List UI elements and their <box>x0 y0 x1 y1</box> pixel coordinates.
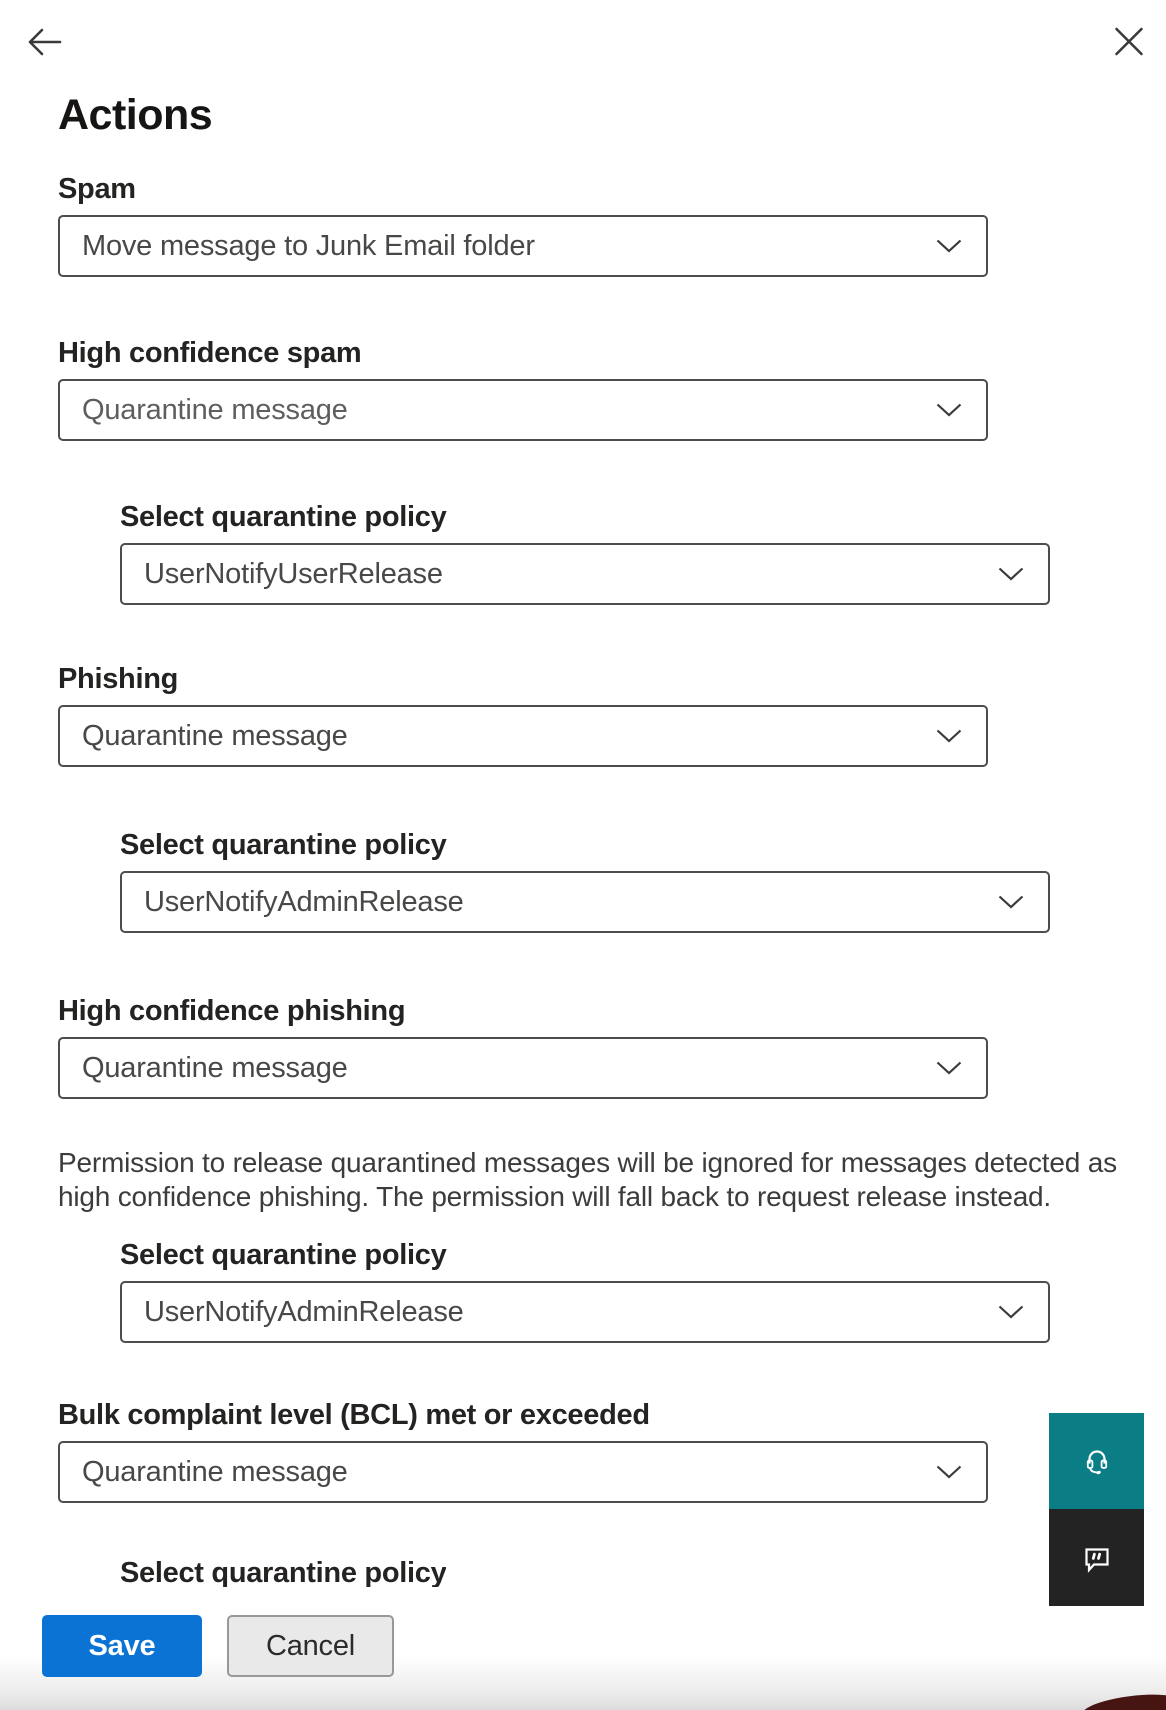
quarantine-policy-value: UserNotifyAdminRelease <box>144 1295 464 1328</box>
cancel-button[interactable]: Cancel <box>227 1615 394 1677</box>
spam-action-value: Move message to Junk Email folder <box>82 229 535 262</box>
save-button[interactable]: Save <box>42 1615 202 1677</box>
arrow-left-icon <box>26 26 62 58</box>
page-title: Actions <box>58 91 213 139</box>
field-quarantine-policy-spam <box>120 500 1050 605</box>
clipped-label-wrapper <box>120 1556 446 1587</box>
field-bcl <box>58 1398 988 1503</box>
bcl-action-dropdown[interactable] <box>58 1441 988 1503</box>
bcl-label: Bulk complaint level (BCL) met or exceeded <box>58 1399 650 1431</box>
footer-bar <box>0 1588 1166 1710</box>
quarantine-policy-dropdown-hc-phishing[interactable] <box>120 1281 1050 1343</box>
quarantine-policy-value: UserNotifyUserRelease <box>144 557 443 590</box>
feedback-button[interactable] <box>1049 1509 1144 1606</box>
headset-icon <box>1081 1443 1113 1479</box>
quarantine-policy-label: Select quarantine policy <box>120 501 447 533</box>
chevron-down-icon <box>936 1061 962 1075</box>
high-confidence-spam-action-value: Quarantine message <box>82 393 348 426</box>
chevron-down-icon <box>936 729 962 743</box>
high-confidence-phishing-label: High confidence phishing <box>58 995 406 1027</box>
field-high-confidence-phishing <box>58 994 988 1099</box>
high-confidence-spam-action-dropdown[interactable] <box>58 379 988 441</box>
field-spam <box>58 172 988 277</box>
field-quarantine-policy-phishing <box>120 828 1050 933</box>
phishing-action-value: Quarantine message <box>82 719 348 752</box>
chevron-down-icon <box>998 1305 1024 1319</box>
phishing-label: Phishing <box>58 663 179 695</box>
quarantine-policy-label: Select quarantine policy <box>120 829 447 861</box>
field-phishing <box>58 662 988 767</box>
close-icon <box>1114 27 1144 56</box>
high-confidence-phishing-action-value: Quarantine message <box>82 1051 348 1084</box>
field-high-confidence-spam <box>58 336 988 441</box>
high-confidence-phishing-action-dropdown[interactable] <box>58 1037 988 1099</box>
back-button[interactable] <box>26 26 62 58</box>
chevron-down-icon <box>936 1465 962 1479</box>
chevron-down-icon <box>998 567 1024 581</box>
quarantine-policy-label: Select quarantine policy <box>120 1557 447 1587</box>
phishing-action-dropdown[interactable] <box>58 705 988 767</box>
quarantine-policy-dropdown-phishing[interactable] <box>120 871 1050 933</box>
high-confidence-phishing-note: Permission to release quarantined messages will be ignored for messages detected as high confidence phishing. The permission will fall back to request release instead. <box>58 1147 1117 1212</box>
quarantine-policy-value: UserNotifyAdminRelease <box>144 885 464 918</box>
help-support-button[interactable] <box>1049 1413 1144 1509</box>
field-quarantine-policy-bcl <box>120 1556 446 1587</box>
close-button[interactable] <box>1114 27 1144 56</box>
chevron-down-icon <box>936 239 962 253</box>
chevron-down-icon <box>936 403 962 417</box>
bcl-action-value: Quarantine message <box>82 1455 348 1488</box>
high-confidence-spam-label: High confidence spam <box>58 337 362 369</box>
spam-label: Spam <box>58 173 136 205</box>
chat-feedback-icon <box>1080 1542 1114 1574</box>
quarantine-policy-dropdown-spam[interactable] <box>120 543 1050 605</box>
chevron-down-icon <box>998 895 1024 909</box>
spam-action-dropdown[interactable] <box>58 215 988 277</box>
field-quarantine-policy-hc-phishing <box>120 1238 1050 1343</box>
quarantine-policy-label: Select quarantine policy <box>120 1239 447 1271</box>
